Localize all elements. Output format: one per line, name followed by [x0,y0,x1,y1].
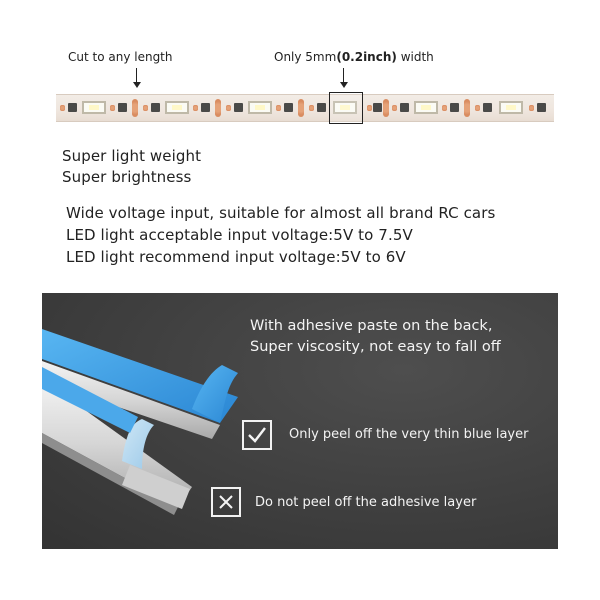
width-label [274,50,434,64]
adhesive-heading-2: Super viscosity, not easy to fall off [250,339,501,355]
check-box [242,420,272,450]
adhesive-panel [42,293,558,549]
cut-arrow [133,68,141,88]
strip-segment [139,95,222,121]
feature-weight: Super light weight [62,147,202,165]
strip-segment [388,95,471,121]
adhesive-heading-1: With adhesive paste on the back, [250,318,493,334]
cross-box [211,487,241,517]
dont-peel-label: Do not peel off the adhesive layer [255,495,477,510]
width-label-prefix: Only 5mm [274,50,337,64]
led-strip [56,94,554,122]
spec-wide-voltage: Wide voltage input, suitable for almost all brand RC cars [66,204,496,222]
strip-segment [305,95,388,121]
cut-label: Cut to any length [68,50,173,64]
feature-brightness: Super brightness [62,168,192,186]
cross-icon [218,494,234,510]
width-arrow [340,68,348,88]
width-label-suffix: width [396,50,434,64]
strip-segment [222,95,305,121]
do-peel-label: Only peel off the very thin blue layer [289,427,529,442]
width-label-bold: (0.2inch) [336,50,397,64]
strip-segment [471,95,554,121]
width-highlight [329,92,363,124]
check-icon [247,426,267,444]
spec-acceptable-voltage: LED light acceptable input voltage:5V to 7.5V [66,226,413,244]
spec-recommend-voltage: LED light recommend input voltage:5V to 6V [66,248,406,266]
strip-segment [56,95,139,121]
